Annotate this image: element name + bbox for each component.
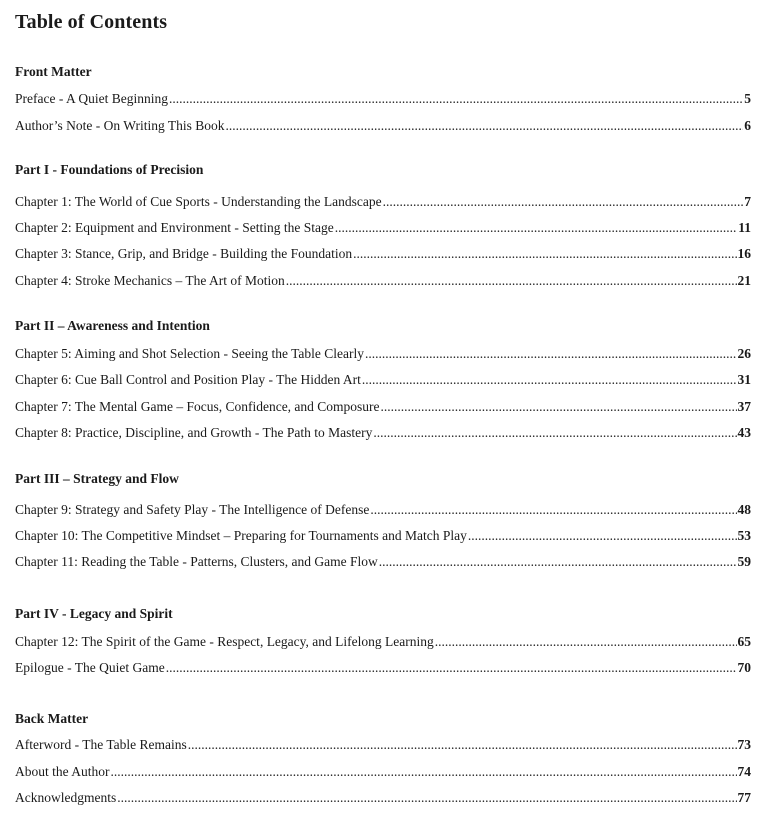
entry-page-number: 6 bbox=[744, 118, 751, 133]
entry-title: Chapter 7: The Mental Game – Focus, Confidence, and Composure bbox=[15, 399, 380, 414]
dot-leader bbox=[381, 398, 737, 416]
entry-title: Chapter 9: Strategy and Safety Play - The Intelligence of Defense bbox=[15, 502, 370, 517]
toc-entry-chapter-7[interactable] bbox=[15, 398, 751, 416]
toc-entry-authors-note[interactable] bbox=[15, 117, 751, 135]
entry-title: Chapter 11: Reading the Table - Patterns, Clusters, and Game Flow bbox=[15, 554, 378, 569]
dot-leader bbox=[353, 245, 736, 263]
entry-page-number: 11 bbox=[738, 220, 751, 235]
dot-leader bbox=[169, 90, 743, 108]
toc-entry-chapter-4[interactable] bbox=[15, 272, 751, 290]
entry-page-number: 16 bbox=[737, 246, 751, 261]
toc-entry-preface[interactable] bbox=[15, 90, 751, 108]
entry-title: Chapter 6: Cue Ball Control and Position Play - The Hidden Art bbox=[15, 372, 361, 387]
entry-title: Chapter 2: Equipment and Environment - Setting the Stage bbox=[15, 220, 334, 235]
entry-page-number: 26 bbox=[737, 346, 751, 361]
dot-leader bbox=[225, 117, 743, 135]
dot-leader bbox=[362, 371, 737, 389]
entry-title: Chapter 1: The World of Cue Sports - Understanding the Landscape bbox=[15, 194, 382, 209]
entry-title: Acknowledgments bbox=[15, 790, 117, 805]
entry-page-number: 37 bbox=[737, 399, 751, 414]
entry-page-number: 59 bbox=[737, 554, 751, 569]
dot-leader bbox=[286, 272, 737, 290]
toc-entry-chapter-10[interactable] bbox=[15, 527, 751, 545]
toc-entry-chapter-8[interactable] bbox=[15, 424, 751, 442]
entry-page-number: 43 bbox=[737, 425, 751, 440]
entry-page-number: 5 bbox=[744, 91, 751, 106]
entry-page-number: 48 bbox=[737, 502, 751, 517]
entry-page-number: 70 bbox=[737, 660, 751, 675]
toc-entry-chapter-1[interactable] bbox=[15, 193, 751, 211]
entry-title: Preface - A Quiet Beginning bbox=[15, 91, 168, 106]
toc-entry-chapter-6[interactable] bbox=[15, 371, 751, 389]
entry-title: Chapter 5: Aiming and Shot Selection - Seeing the Table Clearly bbox=[15, 346, 364, 361]
toc-entry-chapter-3[interactable] bbox=[15, 245, 751, 263]
section-heading-part-3: Part III – Strategy and Flow bbox=[15, 471, 179, 486]
section-heading-part-1: Part I - Foundations of Precision bbox=[15, 162, 204, 177]
entry-title: Chapter 8: Practice, Discipline, and Growth - The Path to Mastery bbox=[15, 425, 373, 440]
toc-entry-acknowledgments[interactable] bbox=[15, 789, 751, 807]
dot-leader bbox=[383, 193, 744, 211]
dot-leader bbox=[117, 789, 736, 807]
toc-entry-chapter-2[interactable] bbox=[15, 219, 751, 237]
dot-leader bbox=[370, 501, 736, 519]
entry-page-number: 21 bbox=[737, 273, 751, 288]
entry-title: About the Author bbox=[15, 764, 110, 779]
entry-page-number: 31 bbox=[737, 372, 751, 387]
entry-page-number: 65 bbox=[737, 634, 751, 649]
entry-page-number: 74 bbox=[737, 764, 751, 779]
entry-title: Epilogue - The Quiet Game bbox=[15, 660, 165, 675]
dot-leader bbox=[335, 219, 738, 237]
entry-title: Chapter 3: Stance, Grip, and Bridge - Building the Foundation bbox=[15, 246, 353, 261]
toc-entry-epilogue[interactable] bbox=[15, 659, 751, 677]
entry-page-number: 77 bbox=[737, 790, 751, 805]
dot-leader bbox=[188, 736, 737, 754]
dot-leader bbox=[365, 345, 737, 363]
toc-entry-chapter-12[interactable] bbox=[15, 633, 751, 651]
section-heading-part-2: Part II – Awareness and Intention bbox=[15, 318, 210, 333]
dot-leader bbox=[166, 659, 737, 677]
dot-leader bbox=[111, 763, 737, 781]
page-title: Table of Contents bbox=[15, 11, 168, 33]
entry-title: Author’s Note - On Writing This Book bbox=[15, 118, 225, 133]
entry-title: Afterword - The Table Remains bbox=[15, 737, 187, 752]
toc-entry-chapter-9[interactable] bbox=[15, 501, 751, 519]
entry-page-number: 73 bbox=[737, 737, 751, 752]
dot-leader bbox=[373, 424, 736, 442]
section-heading-part-4: Part IV - Legacy and Spirit bbox=[15, 606, 173, 621]
dot-leader bbox=[379, 553, 737, 571]
entry-title: Chapter 10: The Competitive Mindset – Preparing for Tournaments and Match Play bbox=[15, 528, 467, 543]
dot-leader bbox=[468, 527, 737, 545]
toc-entry-chapter-5[interactable] bbox=[15, 345, 751, 363]
toc-entry-chapter-11[interactable] bbox=[15, 553, 751, 571]
entry-page-number: 53 bbox=[737, 528, 751, 543]
entry-title: Chapter 4: Stroke Mechanics – The Art of Motion bbox=[15, 273, 285, 288]
dot-leader bbox=[435, 633, 737, 651]
toc-entry-about-the-author[interactable] bbox=[15, 763, 751, 781]
section-heading-back-matter: Back Matter bbox=[15, 711, 89, 726]
toc-entry-afterword[interactable] bbox=[15, 736, 751, 754]
entry-page-number: 7 bbox=[744, 194, 751, 209]
entry-title: Chapter 12: The Spirit of the Game - Respect, Legacy, and Lifelong Learning bbox=[15, 634, 434, 649]
section-heading-front-matter: Front Matter bbox=[15, 64, 92, 79]
